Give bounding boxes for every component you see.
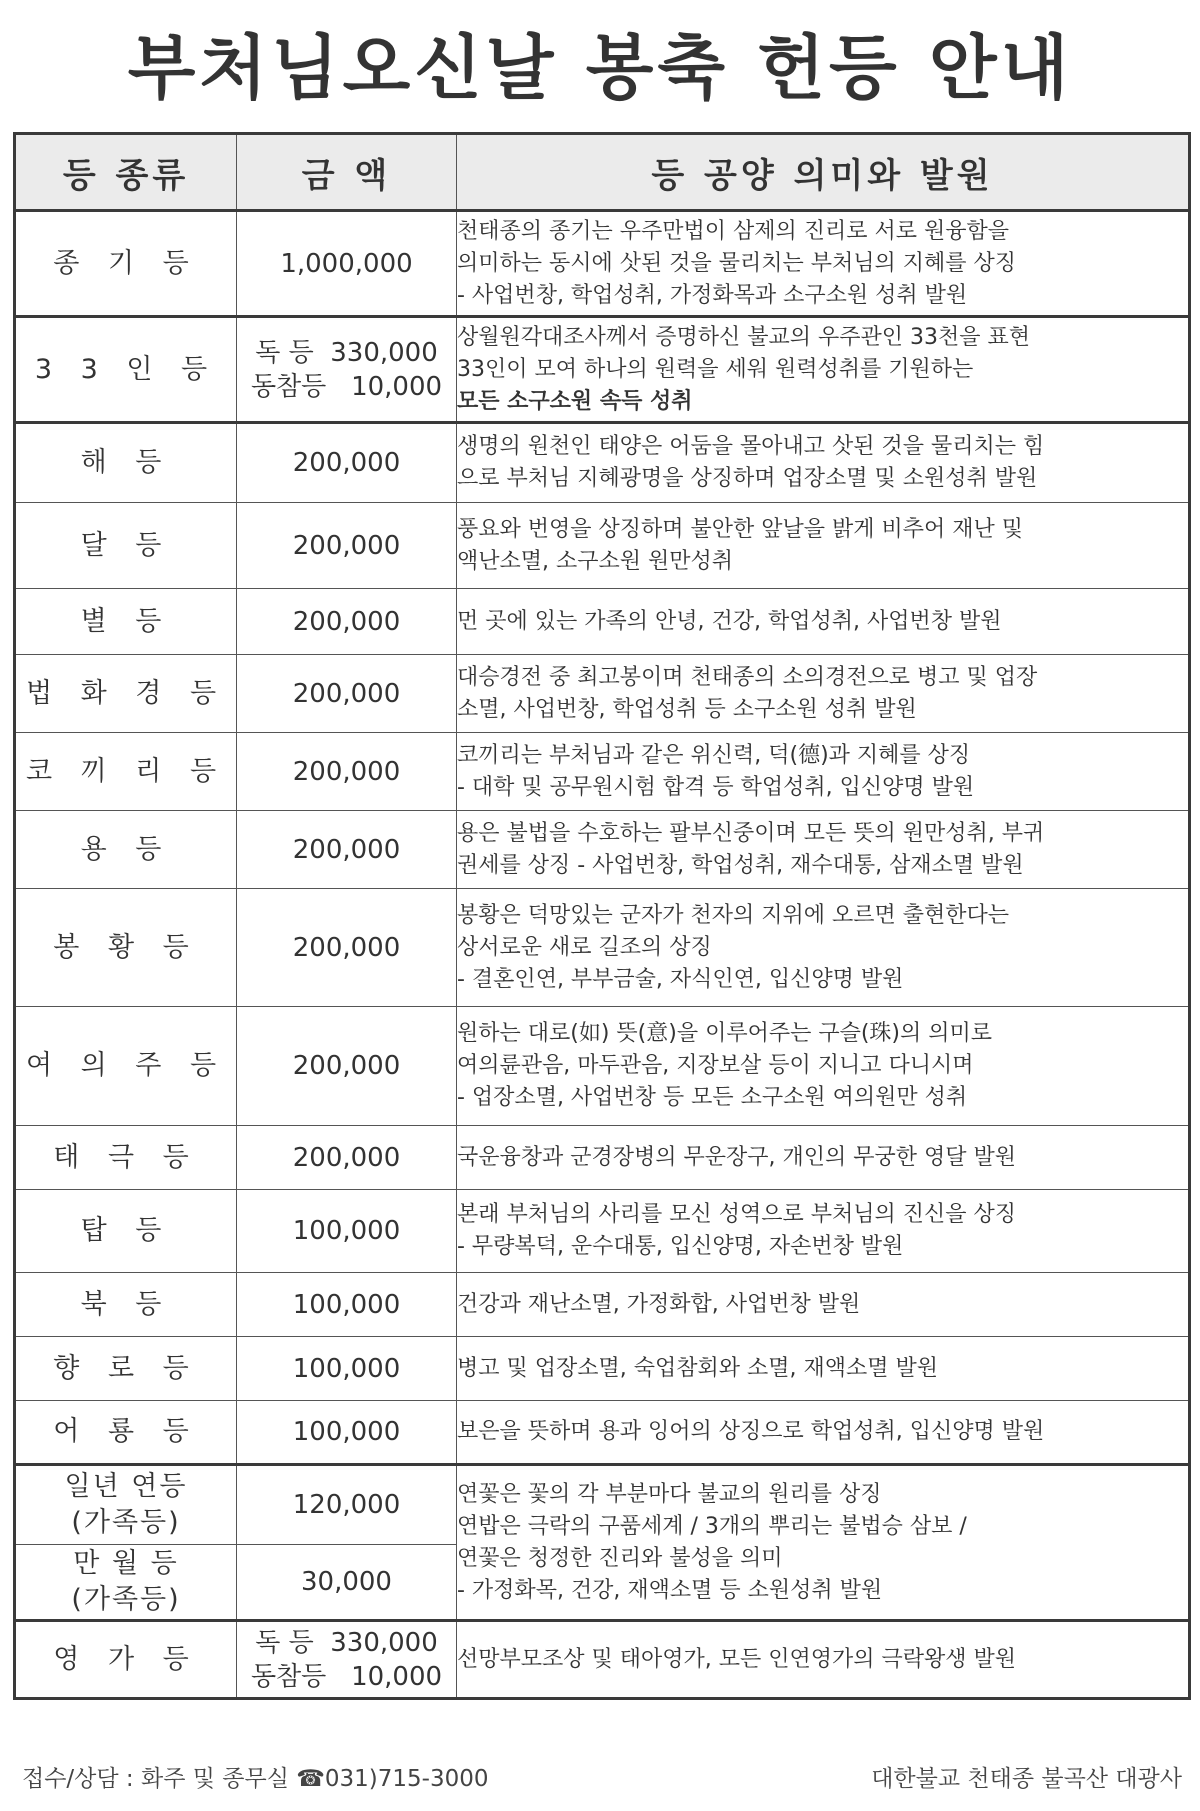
lantern-desc: 국운융창과 군경장병의 무운장구, 개인의 무궁한 영달 발원 — [457, 1126, 1190, 1190]
lantern-desc: 봉황은 덕망있는 군자가 천자의 지위에 오르면 출현한다는 상서로운 새로 길조의 상징 - 결혼인연, 부부금술, 자식인연, 입신양명 발원 — [457, 889, 1190, 1007]
lantern-name: 해 등 — [15, 423, 237, 503]
lantern-desc-emphasis: 모든 소구소원 속득 성취 — [457, 388, 693, 414]
table-row — [15, 1337, 1190, 1401]
lantern-name: 향 로 등 — [15, 1337, 237, 1401]
table-row — [15, 1621, 1190, 1699]
lantern-name: 만 월 등 (가족등) — [15, 1545, 237, 1621]
table-row — [15, 811, 1190, 889]
table-row — [15, 1465, 1190, 1545]
lantern-desc: 먼 곳에 있는 가족의 안녕, 건강, 학업성취, 사업번창 발원 — [457, 589, 1190, 655]
lantern-desc: 병고 및 업장소멸, 숙업참회와 소멸, 재액소멸 발원 — [457, 1337, 1190, 1401]
table-row — [15, 1126, 1190, 1190]
lantern-desc: 건강과 재난소멸, 가정화합, 사업번창 발원 — [457, 1273, 1190, 1337]
table-header-row — [15, 134, 1190, 211]
lantern-desc: 본래 부처님의 사리를 모신 성역으로 부처님의 진신을 상징 - 무량복덕, 운수대통, 입신양명, 자손번창 발원 — [457, 1190, 1190, 1273]
lantern-desc: 선망부모조상 및 태아영가, 모든 인연영가의 극락왕생 발원 — [457, 1621, 1190, 1699]
lantern-desc: 풍요와 번영을 상징하며 불안한 앞날을 밝게 비추어 재난 및 액난소멸, 소구소원 원만성취 — [457, 503, 1190, 589]
header-meaning: 등 공양 의미와 발원 — [457, 134, 1190, 211]
lantern-desc: 상월원각대조사께서 증명하신 불교의 우주관인 33천을 표현 33인이 모여 하나의 원력을 세워 원력성취를 기원하는 — [457, 324, 1031, 382]
lantern-amount: 200,000 — [237, 1126, 457, 1190]
table-row — [15, 1273, 1190, 1337]
lantern-name: 어 룡 등 — [15, 1401, 237, 1465]
lantern-amount: 200,000 — [237, 1007, 457, 1126]
lantern-amount: 120,000 — [237, 1465, 457, 1545]
lantern-name: 탑 등 — [15, 1190, 237, 1273]
lantern-name: 법 화 경 등 — [15, 655, 237, 733]
table-row — [15, 503, 1190, 589]
lantern-name: 종 기 등 — [15, 211, 237, 317]
lantern-amount: 100,000 — [237, 1190, 457, 1273]
header-amount: 금 액 — [237, 134, 457, 211]
lantern-amount: 200,000 — [237, 503, 457, 589]
lantern-name: 일년 연등 (가족등) — [15, 1465, 237, 1545]
lantern-amount: 100,000 — [237, 1273, 457, 1337]
lantern-amount: 30,000 — [237, 1545, 457, 1621]
lantern-desc: 원하는 대로(如) 뜻(意)을 이루어주는 구슬(珠)의 의미로 여의륜관음, 마두관음, 지장보살 등이 지니고 다니시며 - 업장소멸, 사업번창 등 모든 소구소원 여의원만 성취 — [457, 1007, 1190, 1126]
lantern-amount: 독 등 330,000 동참등 10,000 — [237, 1621, 457, 1699]
lantern-amount: 200,000 — [237, 589, 457, 655]
table-row — [15, 889, 1190, 1007]
table-row — [15, 423, 1190, 503]
lantern-name: 봉 황 등 — [15, 889, 237, 1007]
lantern-desc: 보은을 뜻하며 용과 잉어의 상징으로 학업성취, 입신양명 발원 — [457, 1401, 1190, 1465]
temple-name: 대한불교 천태종 불곡산 대광사 — [871, 1766, 1182, 1792]
lantern-amount: 200,000 — [237, 655, 457, 733]
lantern-amount: 독 등 330,000 동참등 10,000 — [237, 317, 457, 423]
lantern-amount: 200,000 — [237, 811, 457, 889]
lantern-table — [13, 132, 1191, 1700]
lantern-name: 달 등 — [15, 503, 237, 589]
lantern-name: 3 3 인 등 — [15, 317, 237, 423]
table-row — [15, 1401, 1190, 1465]
family-lantern-desc: 연꽃은 꽃의 각 부분마다 불교의 원리를 상징 연밥은 극락의 구품세계 / 3개의 뿌리는 불법승 삼보 / 연꽃은 청정한 진리와 불성을 의미 - 가정화목, 건강, 재액소멸 등 소원성취 발원 — [457, 1465, 1190, 1621]
lantern-name: 태 극 등 — [15, 1126, 237, 1190]
lantern-desc: 코끼리는 부처님과 같은 위신력, 덕(德)과 지혜를 상징 - 대학 및 공무원시험 합격 등 학업성취, 입신양명 발원 — [457, 733, 1190, 811]
lantern-name: 여 의 주 등 — [15, 1007, 237, 1126]
lantern-name: 코 끼 리 등 — [15, 733, 237, 811]
table-row — [15, 589, 1190, 655]
table-row — [15, 655, 1190, 733]
lantern-amount: 1,000,000 — [237, 211, 457, 317]
lantern-amount: 200,000 — [237, 423, 457, 503]
lantern-amount: 200,000 — [237, 733, 457, 811]
lantern-desc: 용은 불법을 수호하는 팔부신중이며 모든 뜻의 원만성취, 부귀 권세를 상징 - 사업번창, 학업성취, 재수대통, 삼재소멸 발원 — [457, 811, 1190, 889]
lantern-name: 영 가 등 — [15, 1621, 237, 1699]
lantern-amount: 200,000 — [237, 889, 457, 1007]
table-row — [15, 1007, 1190, 1126]
lantern-desc: 대승경전 중 최고봉이며 천태종의 소의경전으로 병고 및 업장 소멸, 사업번창, 학업성취 등 소구소원 성취 발원 — [457, 655, 1190, 733]
contact-info: 접수/상담 : 화주 및 종무실 ☎031)715-3000 — [22, 1766, 489, 1792]
lantern-amount: 100,000 — [237, 1401, 457, 1465]
lantern-amount: 100,000 — [237, 1337, 457, 1401]
lantern-desc: 천태종의 종기는 우주만법이 삼제의 진리로 서로 원융함을 의미하는 동시에 삿된 것을 물리치는 부처님의 지혜를 상징 - 사업번창, 학업성취, 가정화목과 소구소원 성취 발원 — [457, 211, 1190, 317]
table-row — [15, 1190, 1190, 1273]
lantern-desc-cell — [457, 317, 1190, 423]
lantern-name: 북 등 — [15, 1273, 237, 1337]
lantern-name: 용 등 — [15, 811, 237, 889]
table-row — [15, 733, 1190, 811]
lantern-name: 별 등 — [15, 589, 237, 655]
header-type: 등 종류 — [15, 134, 237, 211]
page-title: 부처님오신날 봉축 헌등 안내 — [127, 27, 1073, 109]
lantern-desc: 생명의 원천인 태양은 어둠을 몰아내고 삿된 것을 물리치는 힘 으로 부처님 지혜광명을 상징하며 업장소멸 및 소원성취 발원 — [457, 423, 1190, 503]
table-row — [15, 317, 1190, 423]
table-row — [15, 211, 1190, 317]
